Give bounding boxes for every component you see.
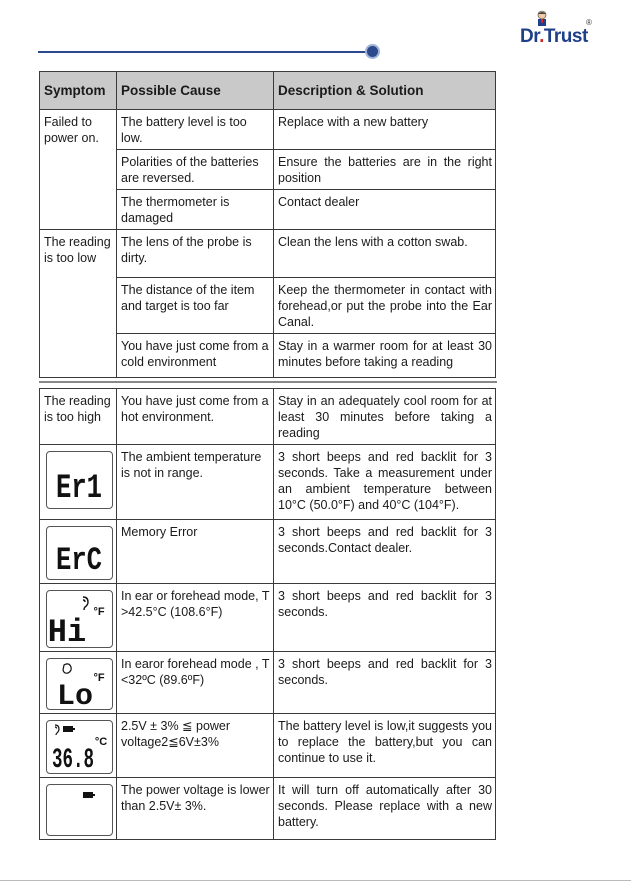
table-row <box>40 445 496 520</box>
solution-cell: 3 short beeps and red backlit for 3 seconds.Contact dealer. <box>274 520 496 584</box>
registered-mark: ® <box>586 18 592 27</box>
table-row <box>40 652 496 714</box>
cause-cell: The thermometer is damaged <box>117 190 274 230</box>
header-rule-dot <box>367 46 378 57</box>
lcd-main-text: ErC <box>56 542 102 579</box>
solution-cell: Stay in a warmer room for at least 30 minutes before taking a reading <box>274 334 496 378</box>
cause-cell: The battery level is too low. <box>117 110 274 150</box>
table-header-row <box>40 72 496 110</box>
table-row <box>40 714 496 778</box>
lcd-display-cell <box>40 714 117 778</box>
cause-cell: In ear or forehead mode, T >42.5°C (108.6°F) <box>117 584 274 652</box>
table-separator <box>39 381 497 383</box>
symptom-cell: Failed to power on. <box>40 110 117 230</box>
solution-cell: Replace with a new battery <box>274 110 496 150</box>
solution-cell: 3 short beeps and red backlit for 3 seconds. <box>274 584 496 652</box>
lcd-unit-text: °C <box>94 736 108 748</box>
table-row <box>40 110 496 150</box>
solution-cell: It will turn off automatically after 30 seconds. Please replace with a new battery. <box>274 778 496 840</box>
solution-cell: 3 short beeps and red backlit for 3 seconds. Take a measurement under an ambient temperature between 10°C (50.0°F) and 40°C (104°F). <box>274 445 496 520</box>
ear-icon <box>55 725 59 735</box>
lcd-display-cell <box>40 584 117 652</box>
table-row <box>40 584 496 652</box>
lcd-display-er1 <box>46 451 113 509</box>
lcd-main-text: Er1 <box>56 470 102 508</box>
solution-cell: Keep the thermometer in contact with forehead,or put the probe into the Ear Canal. <box>274 278 496 334</box>
header-description-solution: Description & Solution <box>274 72 496 110</box>
doctor-mascot-icon <box>535 10 549 26</box>
cause-cell: The power voltage is lower than 2.5V± 3%. <box>117 778 274 840</box>
symptom-cell: The reading is too high <box>40 389 117 445</box>
header-symptom: Symptom <box>40 72 117 110</box>
header-rule <box>38 51 372 53</box>
lcd-display-erc <box>46 526 113 580</box>
table-row <box>40 778 496 840</box>
cause-cell: 2.5V ± 3% ≦ power voltage2≦6V±3% <box>117 714 274 778</box>
table-row <box>40 389 496 445</box>
lcd-display-cell <box>40 520 117 584</box>
cause-cell: Memory Error <box>117 520 274 584</box>
cause-cell: In earor forehead mode , T <32ºC (89.6ºF) <box>117 652 274 714</box>
cause-cell: The ambient temperature is not in range. <box>117 445 274 520</box>
lcd-display-cell <box>40 778 117 840</box>
lcd-display-blank <box>46 784 113 836</box>
lcd-display-lo <box>46 658 113 714</box>
header-possible-cause: Possible Cause <box>117 72 274 110</box>
lcd-display-36-8 <box>46 720 113 774</box>
cause-cell: The lens of the probe is dirty. <box>117 230 274 278</box>
troubleshooting-table-1 <box>39 71 496 378</box>
solution-cell: Contact dealer <box>274 190 496 230</box>
solution-cell: Clean the lens with a cotton swab. <box>274 230 496 278</box>
lcd-main-text: Hi <box>47 614 87 651</box>
lcd-unit-text: °F <box>93 672 105 684</box>
lcd-display-cell <box>40 445 117 520</box>
battery-icon <box>83 792 95 798</box>
forehead-icon <box>63 664 71 673</box>
cause-cell: The distance of the item and target is too far <box>117 278 274 334</box>
battery-icon <box>63 726 75 732</box>
troubleshooting-table-2 <box>39 388 496 840</box>
page-bottom-border <box>0 880 631 881</box>
brand-logo-text: Dr.Trust <box>520 26 588 47</box>
table-row <box>40 230 496 278</box>
solution-cell: 3 short beeps and red backlit for 3 seconds. <box>274 652 496 714</box>
lcd-display-cell <box>40 652 117 714</box>
table-row <box>40 520 496 584</box>
cause-cell: You have just come from a cold environment <box>117 334 274 378</box>
lcd-main-text: Lo <box>56 680 94 714</box>
ear-icon <box>83 597 88 610</box>
solution-cell: Ensure the batteries are in the right position <box>274 150 496 190</box>
lcd-unit-text: °F <box>93 606 105 618</box>
brand-logo <box>520 10 592 50</box>
lcd-display-hi <box>46 590 113 651</box>
solution-cell: The battery level is low,it suggests you to replace the battery,but you can continue to use it. <box>274 714 496 778</box>
cause-cell: Polarities of the batteries are reversed. <box>117 150 274 190</box>
lcd-main-text: 36.8 <box>52 745 94 776</box>
solution-cell: Stay in an adequately cool room for at least 30 minutes before taking a reading <box>274 389 496 445</box>
symptom-cell: The reading is too low <box>40 230 117 378</box>
cause-cell: You have just come from a hot environment. <box>117 389 274 445</box>
